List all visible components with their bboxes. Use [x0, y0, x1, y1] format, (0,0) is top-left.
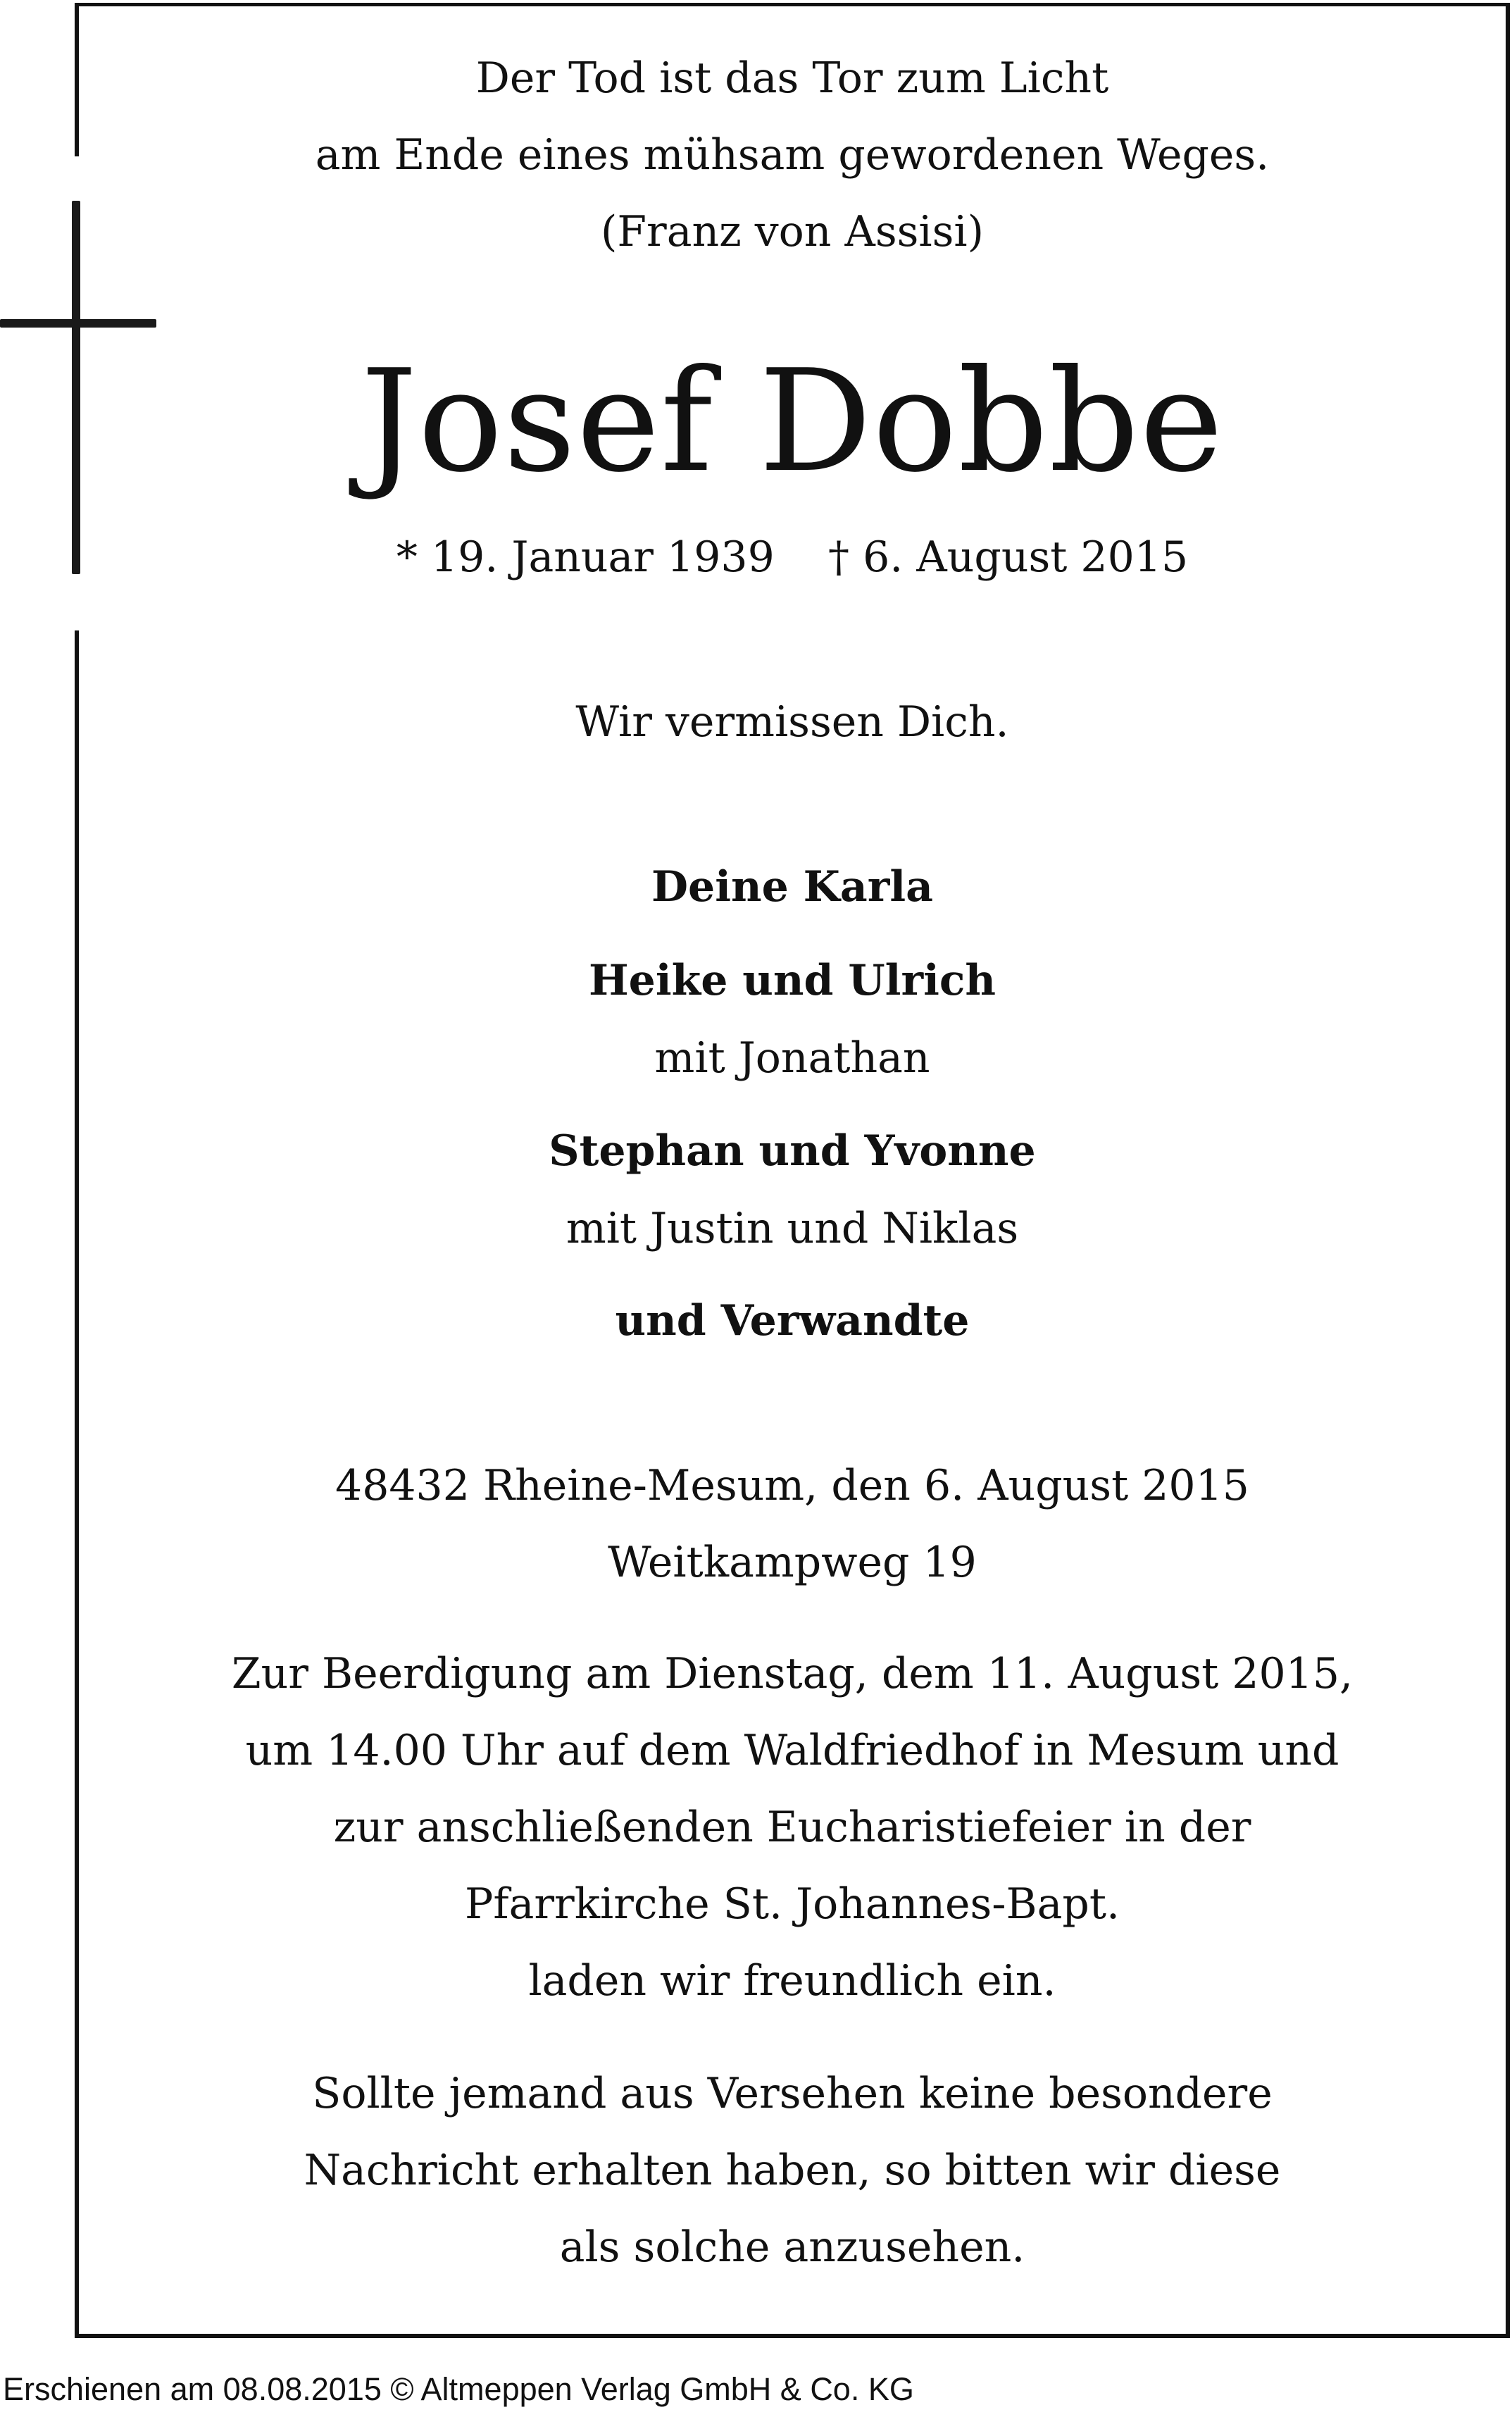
frame-border-right: [1506, 3, 1510, 2338]
notice-line-1: Sollte jemand aus Versehen keine besondere: [312, 2069, 1273, 2118]
mourner-karla: Deine Karla: [651, 862, 933, 912]
notice-line-3: als solche anzusehen.: [559, 2223, 1025, 2272]
mourner-stephan-yvonne: Stephan und Yvonne: [549, 1126, 1036, 1176]
cross-horizontal-beam: [0, 319, 156, 328]
funeral-line-4: Pfarrkirche St. Johannes-Bapt.: [464, 1879, 1120, 1929]
quote-line-2: am Ende eines mühsam gewordenen Weges.: [315, 130, 1270, 180]
mourner-stephan-yvonne-children: mit Justin und Niklas: [566, 1204, 1019, 1253]
funeral-line-5: laden wir freundlich ein.: [528, 1956, 1056, 2006]
notice-line-2: Nachricht erhalten haben, so bitten wir diese: [304, 2146, 1281, 2195]
mourner-relatives: und Verwandte: [615, 1296, 970, 1345]
farewell-message: Wir vermissen Dich.: [575, 697, 1009, 747]
frame-border-top: [75, 3, 1510, 6]
address-street: Weitkampweg 19: [608, 1538, 977, 1587]
quote-line-1: Der Tod ist das Tor zum Licht: [475, 54, 1109, 103]
quote-author: (Franz von Assisi): [600, 207, 985, 256]
funeral-line-3: zur anschließenden Eucharistiefeier in der: [333, 1803, 1251, 1852]
life-dates: * 19. Januar 1939 † 6. August 2015: [396, 533, 1189, 582]
mourner-heike-ulrich: Heike und Ulrich: [588, 956, 996, 1005]
deceased-name: Josef Dobbe: [361, 340, 1224, 504]
frame-border-bottom: [75, 2334, 1510, 2338]
funeral-line-2: um 14.00 Uhr auf dem Waldfriedhof in Mesum und: [245, 1726, 1339, 1775]
publication-footer: Erschienen am 08.08.2015 © Altmeppen Verlag GmbH & Co. KG: [3, 2371, 914, 2407]
address-place-date: 48432 Rheine-Mesum, den 6. August 2015: [335, 1461, 1249, 1510]
funeral-line-1: Zur Beerdigung am Dienstag, dem 11. August 2015,: [231, 1649, 1354, 1698]
mourner-heike-ulrich-children: mit Jonathan: [654, 1033, 930, 1083]
